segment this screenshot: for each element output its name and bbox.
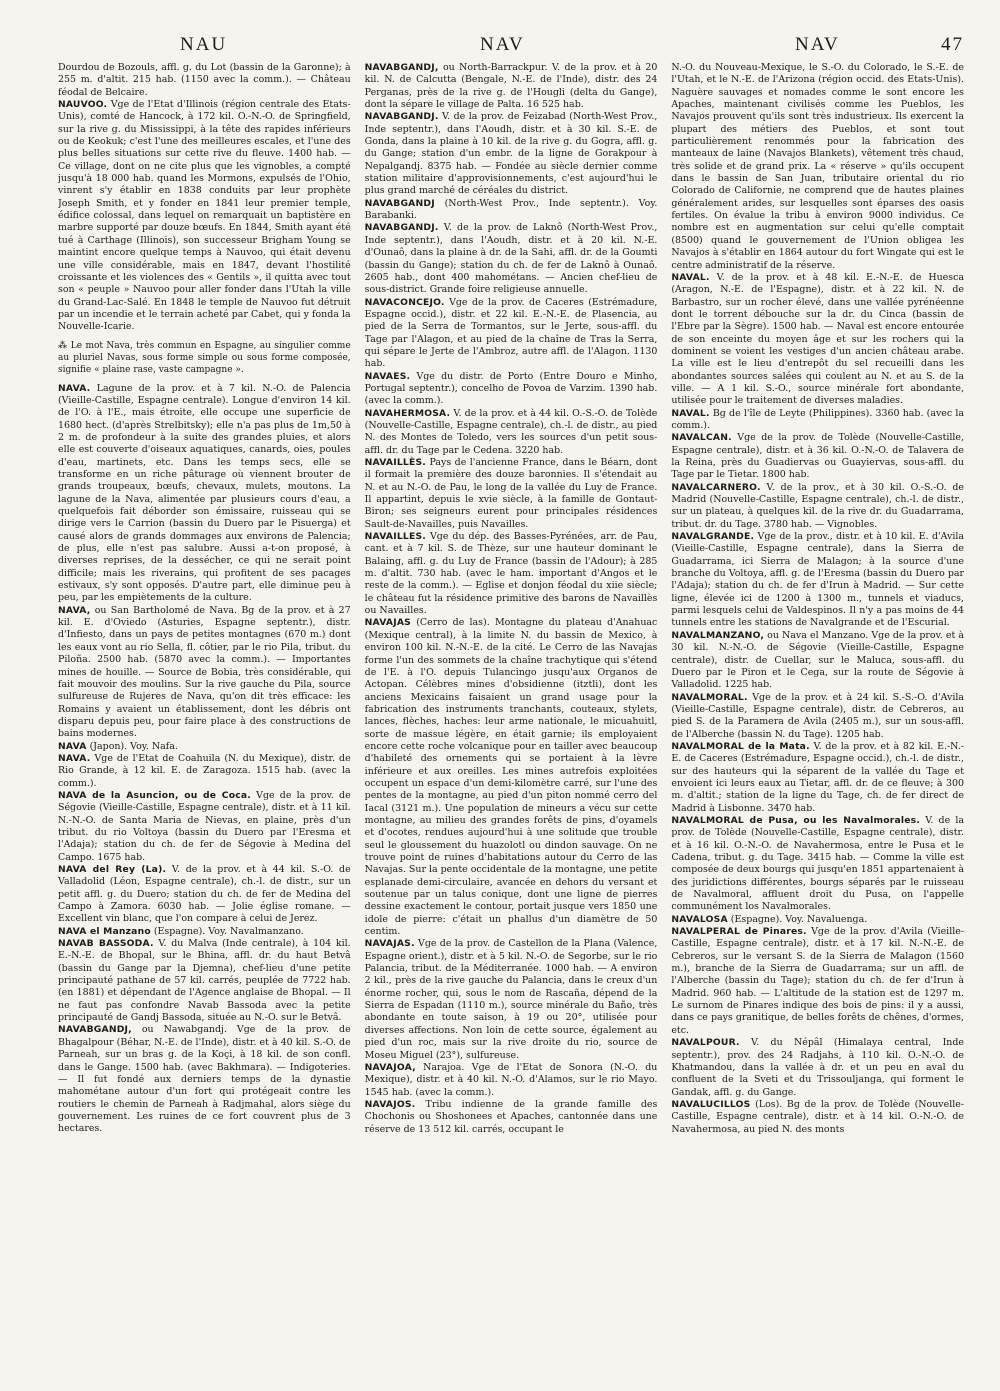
entry-headword: NAVA de la Asuncion, ou de Coca.	[58, 789, 252, 801]
entry-text: V. de la prov. et à 82 kil. E.-N.-E. de Caceres (Estrémadure, Espagne occid.), ch.-l. de distr., sur des hauteurs qui la séparent de la vallée du Tage et envoient ici leurs eaux au Tietar, affl. dr. de ce fleuve; à 300 m. d'altit.; station de la ligne du Tage, ch. de fer direct de Madrid à Lisbonne. 3470 hab.	[671, 740, 965, 814]
entry-headword: NAVABGANDJ,	[58, 1024, 132, 1036]
editorial-note	[58, 340, 351, 377]
dictionary-entry	[671, 1099, 964, 1136]
entry-text: (Los). Bg de la prov. de Tolède (Nouvelle-Castille, Espagne centrale), distr. et à 14 kil. O.-N.-O. de Navahermosa, au pied N. des monts	[671, 1098, 965, 1135]
dictionary-entry	[671, 630, 964, 692]
dictionary-entry	[365, 111, 658, 197]
entry-headword: NAVAILLÈS.	[364, 457, 426, 468]
entry-headword: NAVAILLES.	[364, 531, 426, 543]
dictionary-entry	[671, 815, 964, 914]
dictionary-entry	[671, 482, 964, 531]
dictionary-entry	[365, 62, 658, 111]
entry-text: Vge de la prov. d'Avila (Vieille-Castille, Espagne centrale), distr. et à 17 kil. N.-N.-E. de Cebreros, sur le versant S. de la Sierra de Malagon (1560 m.), branche de la Sierra de Guadarrama; sur un affl. de l'Alberche (bassin du Tage); station du ch. de fer d'Irun à Madrid. 960 hab. — L'altitude de la station est de 1297 m. Le surnom de Pinares indique des bois de pins: il y a aussi, dans ce pays granitique, de belles forêts de chênes, d'ormes, etc.	[671, 926, 965, 1036]
dictionary-entry	[58, 605, 351, 741]
entry-text: (Japon). Voy. Nafa.	[86, 740, 178, 752]
entry-headword: NAVABGANDJ	[364, 197, 435, 209]
entry-headword: NAVALGRANDE.	[671, 531, 755, 543]
column-left	[58, 62, 351, 1362]
dictionary-entry	[365, 531, 658, 617]
entry-text: ou San Bartholomé de Nava. Bg de la prov. et à 27 kil. E. d'Oviedo (Asturies, Espagne septentr.), distr. d'Infiesto, dans un pays de petites montagnes (670 m.) dont les eaux vont au rio Sella, fl. côtier, par le rio Pila, tribut. du Piloña. 2500 hab. (5870 avec la comm.). — Importantes mines de houille. — Source de Bobia, très considérable, qui fait mouvoir des moulins. Sur la rive gauche du Pila, source sulfureuse de Rujeres de Nava, qu'on dit très efficace: les Romains y avaient un établissement, dont les débris ont disparu depuis peu, pour faire place à des constructions de bains modernes.	[58, 604, 351, 740]
dictionary-entry	[671, 692, 964, 741]
entry-headword: NAVAJAS	[364, 617, 411, 629]
entry-headword: NAVA del Rey (La).	[58, 864, 167, 875]
entry-text: Tribu indienne de la grande famille des Chochonis ou Shoshonees et Apaches, cantonnée dans une réserve de 13 512 kil. carrés, occupant le	[364, 1098, 658, 1135]
entry-headword: NAVAES.	[364, 370, 411, 382]
entry-headword: NAVALUCILLOS	[671, 1098, 751, 1110]
entry-text: Narajoa. Vge de l'Etat de Sonora (N.-O. du Mexique), distr. et à 40 kil. N.-O. d'Alamos, sur le rio Mayo. 1545 hab. (avec la comm.).	[364, 1061, 658, 1098]
entry-headword: NAVAJOS.	[364, 1098, 416, 1110]
running-header	[40, 34, 964, 60]
entry-text: ou North-Barrackpur. V. de la prov. et à 20 kil. N. de Calcutta (Bengale, N.-E. de l'Inde), distr. des 24 Perganas, près de la rive g. de l'Hougli (delta du Gange), dont la sépare le village de Palta. 16 525 hab.	[364, 62, 658, 111]
dictionary-entry	[365, 1099, 658, 1136]
entry-headword: NAVALPERAL de Pinares.	[671, 926, 807, 938]
entry-text: V. de la prov. et à 44 kil. S.-O. de Valladolid (Léon, Espagne centrale), ch.-l. de distr., sur un petit affl. g. du Duero; station du ch. de fer de Medina del Campo à Zamora. 6030 hab. — Jolie église romane. — Excellent vin blanc, que l'on compare à celui de Jerez.	[58, 864, 351, 925]
entry-text: (Espagne). Voy. Navaluenga.	[727, 913, 868, 925]
entry-headword: NAVA	[58, 740, 87, 752]
entry-headword: NAVABGANDJ,	[364, 62, 439, 73]
header-left-word: NAU	[180, 34, 228, 55]
entry-headword: NAVAHERMOSA.	[364, 407, 451, 419]
entry-headword: NAUVOO.	[58, 99, 108, 111]
entry-text: ou Nava el Manzano. Vge de la prov. et à 30 kil. N.-N.-O. de Ségovie (Vieille-Castille, Espagne centrale), distr. de Cuellar, sur le Maluca, sous-affl. du Duero par le Piron et le Cega, sur la route de Ségovie à Valladolid. 1225 hab.	[671, 629, 965, 691]
entry-text: Vge de la prov. de Tolède (Nouvelle-Castille, Espagne centrale), distr. et à 36 kil. O.-N.-O. de Talavera de la Reina, près du Guadiervas ou Guayiervas, sous-affl. du Tage par le Tietar. 1800 hab.	[671, 432, 965, 481]
entry-headword: NAVAL.	[671, 271, 710, 283]
entry-text: Vge de la prov., distr. et à 10 kil. E. d'Avila (Vieille-Castille, Espagne centrale), dans la Sierra de Guadarrama, ici Sierra de Malagon; à la source d'une branche du Voltoya, affl. g. de l'Eresma (bassin du Duero par l'Adaja); station du ch. de fer d'Irun à Madrid. — Sur cette ligne, élevée ici de 1200 à 1300 m., tunnels et viaducs, parmi lesquels celui de Valdespinos. Il n'y a pas moins de 44 tunnels entre les stations de Navalgrande et de l'Escurial.	[671, 531, 965, 629]
dictionary-entry	[365, 222, 658, 296]
dictionary-entry	[58, 741, 351, 753]
dictionary-entry	[671, 531, 964, 630]
entry-text: ⁂ Le mot Nava, très commun en Espagne, au singulier comme au pluriel Navas, sous forme simple ou sous forme composée, signifie « plaine rase, vaste campagne ».	[58, 340, 351, 376]
entry-text: Vge de la prov. de Castellon de la Plana (Valence, Espagne orient.), distr. et à 5 kil. N.-O. de Segorbe, sur le rio Palancia, tribut. de la Méditerranée. 1000 hab. — A environ 2 kil., près de la rive gauche du Palancia, dans le creux d'un énorme rocher, qui, sous le nom de Rascaña, dépend de la Sierra de Espadan (1110 m.), source minérale du Baño, très abondante en toute saison, à 19 ou 20°, utilisée pour diverses affections. Non loin de cette source, également au pied d'un roc, mais sur la rive droite du rio, source de Moseu Miguel (23°), sulfureuse.	[364, 938, 658, 1061]
entry-headword: NAVAJOA,	[364, 1061, 416, 1073]
header-center-word: NAV	[480, 34, 525, 55]
entry-text: (North-West Prov., Inde septentr.). Voy. Barabanki.	[364, 197, 658, 222]
entry-text: V. de la prov. de Feizabad (North-West Prov., Inde septentr.), dans l'Aoudh, distr. et à 30 kil. S.-E. de Gonda, dans la plaine à 10 kil. de la rive g. du Gogra, affl. g. du Gange; station d'un embr. de la ligne de Gorakpour à Nepalgandj. 8375 hab. — Fondée au siècle dernier comme station militaire d'approvisionnements, c'est aujourd'hui le plus grand marché de céréales du district.	[364, 111, 658, 197]
entry-headword: NAVABGANDJ.	[364, 111, 439, 123]
entry-headword: NAVAJAS.	[364, 938, 415, 950]
entry-text: V. de la prov. de Tolède (Nouvelle-Castille, Espagne centrale), distr. et à 16 kil. O.-N.-O. de Navahermosa, entre le Pusa et le Cadena, tribut. g. du Tage. 3415 hab. — Comme la ville est composée de deux bourgs qui jusqu'en 1851 appartenaient à des juridictions différentes, bourgs séparés par le ruisseau de Navalmoral, affluent droit du Pusa, on l'appelle communément los Navalmorales.	[671, 814, 965, 913]
entry-headword: NAVALMORAL.	[671, 691, 748, 703]
dictionary-entry	[671, 1037, 964, 1099]
dictionary-entry	[58, 383, 351, 605]
column-middle	[365, 62, 658, 1362]
column-right	[671, 62, 964, 1362]
entry-text: V. de la prov. et à 48 kil. E.-N.-E. de Huesca (Aragon, N.-E. de l'Espagne), distr. et à 22 kil. N. de Barbastro, sur un rocher élevé, dans une vallée pyrénéenne dont le torrent débouche sur la dr. du Cinca (bassin de l'Ebre par la Sègre). 1500 hab. — Naval est encore entourée de son enceinte du moyen âge et sur les rochers qui la dominent se voient les vestiges d'un ancien château arabe. La ville est le lieu d'entrepôt du sel recueilli dans les abondantes sources salées qui coulent au N. et au S. de la ville. — A 1 kil. S.-O., source minérale fort abondante, utilisée pour le traitement de diverses maladies.	[671, 271, 965, 407]
entry-text: V. de la prov. et à 44 kil. O.-S.-O. de Tolède (Nouvelle-Castille, Espagne centrale), ch.-l. de distr., au pied N. des Montes de Toledo, vers les sources d'un petit sous-affl. dr. du Tage par le Cedena. 3220 hab.	[364, 407, 658, 456]
text-columns	[58, 62, 964, 1362]
entry-text: ou Nawabgandj. Vge de la prov. de Bhagalpour (Béhar, N.-E. de l'Inde), distr. et à 40 kil. S.-O. de Parneah, sur un bras g. de la Koçi, à 18 kil. de son confl. dans le Gange. 1500 hab. (avec Bakhmara). — Indigoteries. — Il fut fondé aux derniers temps de la dynastie mahométane autour d'un fort qui protégeait contre les routiers le chemin de Parneah à Radjmahal, alors siège du gouvernement. Les ruines de ce fort couvrent plus de 3 hectares.	[58, 1024, 351, 1135]
entry-text: Bg de l'île de Leyte (Philippines). 3360 hab. (avec la comm.).	[671, 407, 965, 431]
dictionary-entry	[365, 938, 658, 1061]
dictionary-entry	[58, 938, 351, 1024]
dictionary-entry	[365, 457, 658, 531]
entry-text: V. de la prov., et à 30 kil. O.-S.-O. de Madrid (Nouvelle-Castille, Espagne centrale), ch.-l. de distr., sur un plateau, à quelques kil. de la rive dr. du Guadarrama, tribut. dr. du Tage. 3780 hab. — Vignobles.	[671, 481, 965, 530]
dictionary-entry	[671, 62, 964, 272]
dictionary-entry	[671, 741, 964, 815]
dictionary-entry	[365, 1062, 658, 1099]
dictionary-entry	[58, 99, 351, 334]
entry-headword: NAVAB BASSODA.	[58, 938, 154, 950]
dictionary-entry	[58, 864, 351, 926]
entry-text: V. de la prov. de Laknô (North-West Prov., Inde septentr.), dans l'Aoudh, distr. et à 20 kil. N.-E. d'Ounaô, dans la plaine à dr. de la Sahi, affl. dr. de la Goumti (bassin du Gange); station du ch. de fer de Laknô à Ounaô. 2605 hab., dont 400 mahométans. — Ancien chef-lieu de sous-district. Grande foire religieuse annuelle.	[364, 222, 658, 296]
entry-text: Pays de l'ancienne France, dans le Béarn, dont il formait la première des douze baronnies. Il s'étendait au N. et au N.-O. de Pau, le long de la vallée du Luy de France. Il appartint, depuis le xvie siècle, à la famille de Gontaut-Biron; ses seigneurs eurent pour principales résidences Sault-de-Navailles, puis Navailles.	[364, 457, 658, 530]
dictionary-entry	[58, 753, 351, 790]
entry-headword: NAVALMANZANO,	[671, 629, 765, 641]
entry-headword: NAVA,	[58, 604, 91, 616]
entry-text: Dourdou de Bozouls, affl. g. du Lot (bassin de la Garonne); à 255 m. d'altit. 215 hab. (1150 avec la comm.). — Château féodal de Belcaire.	[58, 62, 351, 98]
dictionary-entry	[365, 408, 658, 457]
entry-headword: NAVABGANDJ.	[364, 222, 439, 234]
entry-text: Vge de l'Etat de Coahuila (N. du Mexique), distr. de Rio Grande, à 12 kil. E. de Zaragoza. 1515 hab. (avec la comm.).	[58, 752, 351, 789]
entry-text: V. du Malva (Inde centrale), à 104 kil. E.-N.-E. de Bhopal, sur le Bhina, affl. dr. du haut Betvâ (bassin du Gange par la Djemna), chef-lieu d'une petite principauté pathane de 57 kil. carrés, peuplée de 7722 hab. (en 1881) et dépendant de l'Agence anglaise de Bhopal. — Il ne faut pas confondre Navab Bassoda avec la petite principauté de Gandj Bassoda, située au N.-O. sur le Betvâ.	[58, 938, 351, 1024]
entry-text: Vge de la prov. de Ségovie (Vieille-Castille, Espagne centrale), distr. et à 11 kil. N.-N.-O. de Santa Maria de Nievas, en plaine, près d'un tribut. du rio Voltoya (bassin du Duero par l'Eresma et l'Adaja); station du ch. de fer de Ségovie à Medina del Campo. 1675 hab.	[58, 789, 351, 863]
entry-text: Vge de la prov. de Caceres (Estrémadure, Espagne occid.), distr. et 22 kil. E.-N.-E. de Plasencia, au pied de la Serra de Tormantos, sur le Jerte, sous-affl. du Tage par l'Alagon, et au pied de la chaîne de Tras la Serra, qui sépare le Jerte de l'Ambroz, autre affl. de l'Alagon. 1130 hab.	[364, 296, 658, 370]
entry-text: Vge de l'Etat d'Illinois (région centrale des Etats-Unis), comté de Hancock, à 172 kil. O.-N.-O. de Springfield, sur la rive g. du Mississippi, à la tête des rapides inférieurs ou de Keokuk; c'est l'une des meilleures escales, et l'une des plus belles situations sur cette rive du fleuve. 1400 hab. — Ce village, dont on ne cite plus que les vignobles, a compté jusqu'à 18 000 hab. quand les Mormons, expulsés de l'Ohio, vinrent s'y établir en 1838 conduits par leur prophète Joseph Smith, et y fonder en 1841 leur premier temple, édifice colossal, dans lequel on remarquait un baptistère en marbre supporté par douze bœufs. En 1844, Smith ayant été tué à Carthage (Illinois), son successeur Brigham Young se maintint encore quelque temps à Nauvoo, qui était devenu une ville considérable, mais en 1847, devant l'hostilité croissante et les violences des « Gentils », il quitta avec tout son « peuple » Nauvoo pour aller fonder dans l'Utah la ville du Grand-Lac-Salé. En 1848 le temple de Nauvoo fut détruit par un incendie et le terrain acheté par Cabet, qui y fonda la Nouvelle-Icarie.	[58, 99, 351, 333]
entry-text: N.-O. du Nouveau-Mexique, le S.-O. du Colorado, le S.-E. de l'Utah, et le N.-E. de l'Arizona (région occid. des Etats-Unis). Naguère sauvages et nomades comme le sont encore les Apaches, maintenant civilisés comme les Pueblos, les Navajos prouvent qu'ils sont très industrieux. Ils exercent la plupart des métiers des Pueblos, et sont tout particulièrement renommés pour la fabrication des manteaux de laine (Navajos Blankets), vêtement très chaud, très solide et de grand prix. La « réserve » qu'ils occupent dans le bassin de San Juan, tributaire oriental du rio Colorado de Californie, ne comprend que de hautes plaines généralement arides, sur lesquelles sont éparses des oasis fertiles. On évalue la tribu à environ 9000 individus. Ce nombre est en augmentation sur celui qu'elle comptait (8500) quand le gouvernement de l'Union obligea les Navajos à s'établir en 1864 autour du fort Wingate qui est le centre administratif de la réserve.	[671, 62, 965, 271]
entry-text: V. du Népâl (Himalaya central, Inde septentr.), prov. des 24 Radjahs, à 110 kil. O.-N.-O. de Khatmandou, dans la vallée à dr. et un peu en aval du confluent de la Sveti et du Trissouljanga, qui forment le Gandak, affl. g. du Gange.	[671, 1037, 965, 1098]
dictionary-entry	[671, 914, 964, 926]
entry-text: Lagune de la prov. et à 7 kil. N.-O. de Palencia (Vieille-Castille, Espagne centrale). Longue d'environ 14 kil. de l'O. à l'E., mais étroite, elle occupe une superficie de 1680 hect. (d'après Strelbitsky); elle n'a pas plus de 1m,50 à 2 m. de profondeur à la suite des grandes pluies, et alors elle est couverte d'oiseaux aquatiques, canards, oies, poules d'eau, martinets, etc. Dans les temps secs, elle se transforme en un riche pâturage où viennent brouter de grands troupeaux, bœufs, chevaux, mulets, moutons. La lagune de la Nava, alimentée par plusieurs cours d'eau, a quelquefois fait déborder son émissaire, ruisseau qui se dirige vers le Carrion (bassin du Duero par le Pisuerga) et causé alors de grands dommages aux environs de Palencia; de plus, elle n'est pas salubre. Aussi a-t-on proposé, à diverses reprises, de la dessécher, ce qui ne serait point difficile; mais les riverains, qui profitent de ses pacages estivaux, s'y sont opposés. D'autre part, elle diminue peu à peu, par les empiètements de la culture.	[58, 382, 351, 604]
dictionary-entry	[671, 272, 964, 408]
entry-headword: NAVA.	[58, 382, 91, 394]
entry-headword: NAVA el Manzano	[58, 925, 151, 937]
entry-text: (Espagne). Voy. Navalmanzano.	[150, 925, 304, 937]
dictionary-entry	[58, 62, 351, 99]
entry-headword: NAVALPOUR.	[671, 1037, 740, 1049]
dictionary-entry	[365, 617, 658, 938]
page-number: 47	[941, 34, 964, 55]
dictionary-entry	[58, 790, 351, 864]
entry-headword: NAVALOSA	[671, 913, 728, 925]
entry-text: Vge du distr. de Porto (Entre Douro e Minho, Portugal septentr.), concelho de Povoa de Varzim. 1390 hab. (avec la comm.).	[364, 370, 658, 407]
dictionary-entry	[671, 408, 964, 433]
entry-headword: NAVALCARNERO.	[671, 481, 761, 493]
dictionary-entry	[58, 1024, 351, 1135]
dictionary-entry	[671, 432, 964, 481]
entry-text: Vge du dép. des Basses-Pyrénées, arr. de Pau, cant. et à 7 kil. S. de Thèze, sur une hauteur dominant le Balaing, affl. g. du Luy de France (bassin de l'Adour); à 285 m. d'altit. 730 hab. (avec le ham. important d'Angos et le reste de la comm.). — Eglise et donjon féodal du xiie siècle; le château fut la résidence primitive des barons de Navaillès ou Navailles.	[364, 531, 658, 617]
header-right-word: NAV	[795, 34, 840, 55]
entry-headword: NAVAL.	[671, 407, 710, 419]
dictionary-entry	[58, 926, 351, 938]
entry-text: (Cerro de las). Montagne du plateau d'Anahuac (Mexique central), à la limite N. du bassin de Mexico, à environ 100 kil. N.-N.-E. de la cité. Le Cerro de las Navajas forme l'un des sommets de la chaîne trachytique qui s'étend de l'E. à l'O. depuis Tulancingo jusqu'aux Organos de Actopan. Célèbres mines d'obsidienne (itztli), dont les anciens Mexicains faisaient un grand usage pour la fabrication des instruments tranchants, couteaux, stylets, lances, flèches, haches: leur arme nationale, le micuahuitl, sorte de massue légère, en était garnie; ils employaient encore cette roche volcanique pour en tailler avec beaucoup d'habileté des ornements qui se portaient à la lèvre inférieure et aux oreilles. Les mines autrefois exploitées occupent un espace d'un demi-kilomètre carré, sur l'une des pentes de la montagne, au pied d'un piton nommé cerro del Iacal (3121 m.). Une population de mineurs a vécu sur cette montagne, au milieu des grandes forêts de pins, d'oyamels et d'ocotes, rendues aujourd'hui à une solitude que trouble seul le gloussement du huazolotl ou dindon sauvage. On ne trouve point de ruines d'habitations autour du Cerro de las Navajas. Sur la pente occidentale de la montagne, une petite esplanade demi-circulaire, avancée en dehors du versant et soutenue par un talus conique, dont une ligne de pierres dessine exactement le contour, portait jusque vers 1850 une idole de pierre: c'était un phallus d'un diamètre de 50 centim.	[364, 617, 658, 938]
dictionary-entry	[671, 926, 964, 1037]
entry-headword: NAVALMORAL de Pusa, ou les Navalmorales.	[671, 814, 921, 826]
dictionary-entry	[365, 371, 658, 408]
entry-headword: NAVA.	[58, 752, 91, 764]
entry-headword: NAVACONCEJO.	[364, 296, 445, 308]
dictionary-entry	[365, 198, 658, 223]
entry-text: Vge de la prov. et à 24 kil. S.-S.-O. d'Avila (Vieille-Castille, Espagne centrale), distr. de Cebreros, au pied S. de la Paramera de Avila (2405 m.), sur un sous-affl. de l'Alberche (bassin N. du Tage). 1205 hab.	[671, 691, 965, 740]
entry-headword: NAVALMORAL de la Mata.	[671, 740, 810, 752]
dictionary-entry	[365, 297, 658, 371]
entry-headword: NAVALCAN.	[671, 432, 732, 444]
